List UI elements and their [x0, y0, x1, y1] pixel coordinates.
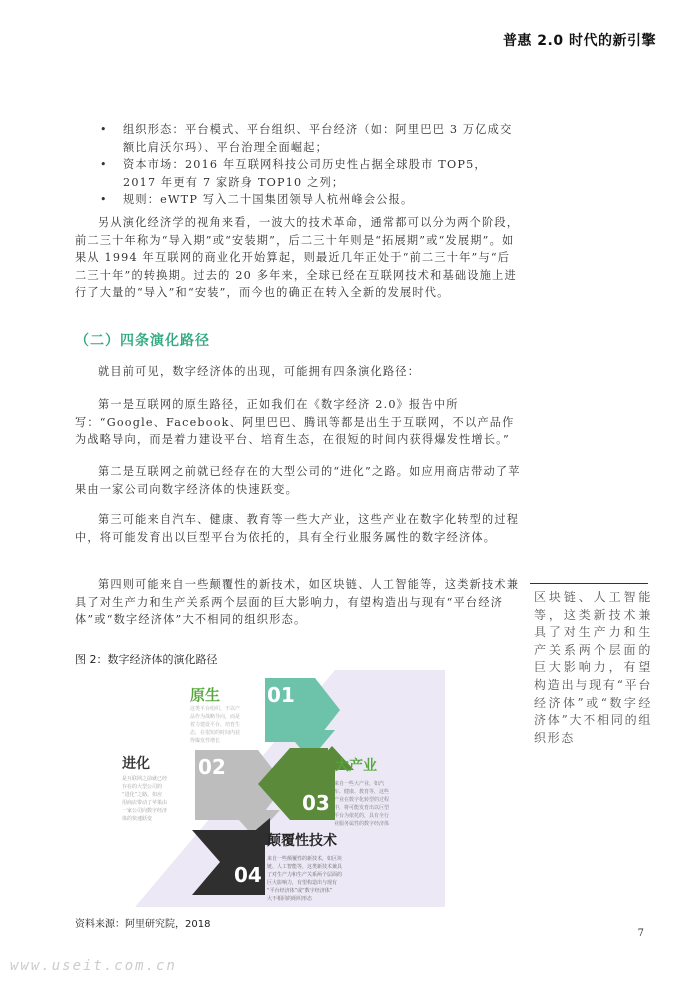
step-03-desc-line: 平台为依托的，具有全行	[334, 813, 390, 819]
step-04-desc-line: 来自一些颠覆性的新技术，如区块	[267, 856, 343, 862]
section-heading: （二）四条演化路径	[75, 333, 210, 349]
paragraph: 第四则可能来自一些颠覆性的新技术，如区块链、人工智能等，这类新技术兼具了对生产力和生产关系两个层面的巨大影响力，有望构造出与现有“平台经济体”或“数字经济体”大不相同的组织形态。	[75, 578, 520, 627]
step-01-desc-line: 这类平台组织，不以产	[190, 706, 241, 712]
step-04-label: 颠覆性技术	[267, 833, 337, 849]
watermark: www.useit.com.cn	[10, 958, 177, 974]
paragraph: 第二是互联网之前就已经存在的大型公司的“进化”之路。如应用商店带动了苹果由一家公司向数字经济体的快速跃变。	[75, 465, 521, 496]
bullet-item: • 规则：eWTP 写入二十国集团领导人杭州峰会公报。	[100, 191, 520, 209]
step-03-label: 大产业	[335, 758, 377, 774]
step-02-number: 02	[198, 755, 226, 779]
page-number: 7	[637, 928, 644, 939]
step-01-desc-line: 着力建设平台、培育生	[190, 722, 241, 728]
step-04-desc-line: 了对生产力和生产关系两个层面的	[267, 872, 343, 878]
step-02-desc-line: 一家公司向数字经济	[122, 808, 168, 814]
evolution-path-diagram	[110, 670, 450, 910]
bullet-list	[100, 121, 520, 209]
step-04-desc-line: 巨大影响力，有望构造出与现有	[267, 880, 338, 886]
figure-title: 图 2：数字经济体的演化路径	[75, 653, 218, 666]
step-03-desc-line: 中，将可能发育出以巨型	[334, 805, 390, 811]
paragraph: 第三可能来自汽车、健康、教育等一些大产业，这些产业在数字化转型的过程中，将可能发育出以巨型平台为依托的，具有全行业服务属性的数字经济体。	[75, 513, 520, 544]
paragraph: 第一是互联网的原生路径，正如我们在《数字经济 2.0》报告中所写：“Google、Facebook、阿里巴巴、腾讯等都是出生于互联网，不以产品作为战略导向，而是着力建设平台、培育生态，在很短的时间内获得爆发性增长。”	[75, 398, 515, 447]
step-01-desc-line: 得爆发性增长	[190, 738, 221, 744]
step-04-desc-line: 大不相同的组织形态	[267, 896, 313, 902]
step-02-desc-line: 用商店带动了苹果由	[122, 800, 168, 806]
sidebar-divider	[530, 583, 648, 584]
svg-text:这类平台组织，不以产 品作为战略导向，而是	[190, 705, 242, 744]
step-01-number: 01	[267, 683, 295, 707]
step-01-desc-line: 品作为战略导向，而是	[190, 714, 241, 720]
svg-text:是互联网之前就已经 存在的大型公司的 “进化	[122, 775, 169, 822]
step-02-label: 进化	[122, 756, 150, 772]
step-04-number: 04	[234, 863, 262, 887]
step-03-number: 03	[302, 791, 330, 815]
step-01-desc-line: 态，在很短的时间内获	[190, 730, 241, 736]
step-03-desc-line: 车、健康、教育等，这些	[334, 789, 390, 795]
bullet-item: • 组织形态：平台模式、平台组织、平台经济（如：阿里巴巴 3 万亿成交额比肩沃尔玛）、平台治理全面崛起；	[100, 121, 520, 156]
step-01-label: 原生	[190, 686, 221, 704]
step-02-desc-line: “进化”之路。如应	[122, 792, 163, 798]
paragraph: 就目前可见，数字经济体的出现，可能拥有四条演化路径：	[98, 365, 421, 378]
step-04-desc-line: “平台经济体”或“数字经济体”	[267, 888, 333, 894]
step-03-desc-line: 来自一些大产业，如汽	[334, 781, 385, 787]
bullet-item: • 资本市场：2016 年互联网科技公司历史性占据全球股市 TOP5，2017 年更有 7 家跻身 TOP10 之列；	[100, 156, 520, 191]
step-03-desc-line: 产业在数字化转型的过程	[334, 797, 390, 803]
running-header: 普惠 2.0 时代的新引擎	[502, 33, 656, 49]
step-02-desc-line: 体的快速跃变	[122, 816, 153, 822]
figure-source: 资料来源：阿里研究院，2018	[75, 919, 211, 930]
step-02-desc-line: 存在的大型公司的	[122, 784, 163, 790]
step-04-desc-line: 链、人工智能等，这类新技术兼具	[267, 864, 343, 870]
step-03-desc-line: 业服务属性的数字经济体	[334, 821, 390, 827]
paragraph: 另从演化经济学的视角来看，一波大的技术革命，通常都可以分为两个阶段，前二三十年称为“导入期”或“安装期”，后二三十年则是“拓展期”或“发展期”。如果从 1994 年互联网的商业化开始算起，则最近几年正处于“前二三十年”与“后二三十年”的转换期。过去的 20 多年来，全球已经在互联网技术和基础设施上进行了大量的“导入”和“安装”，而今也的确正在转入全新的发展时代。	[75, 216, 520, 300]
pull-quote: 区块链、人工智能等，这类新技术兼具了对生产力和生产关系两个层面的巨大影响力，有望构造出与现有“平台经济体”或“数字经济体”大不相同的组织形态	[534, 590, 652, 745]
step-02-desc-line: 是互联网之前就已经	[122, 776, 168, 782]
